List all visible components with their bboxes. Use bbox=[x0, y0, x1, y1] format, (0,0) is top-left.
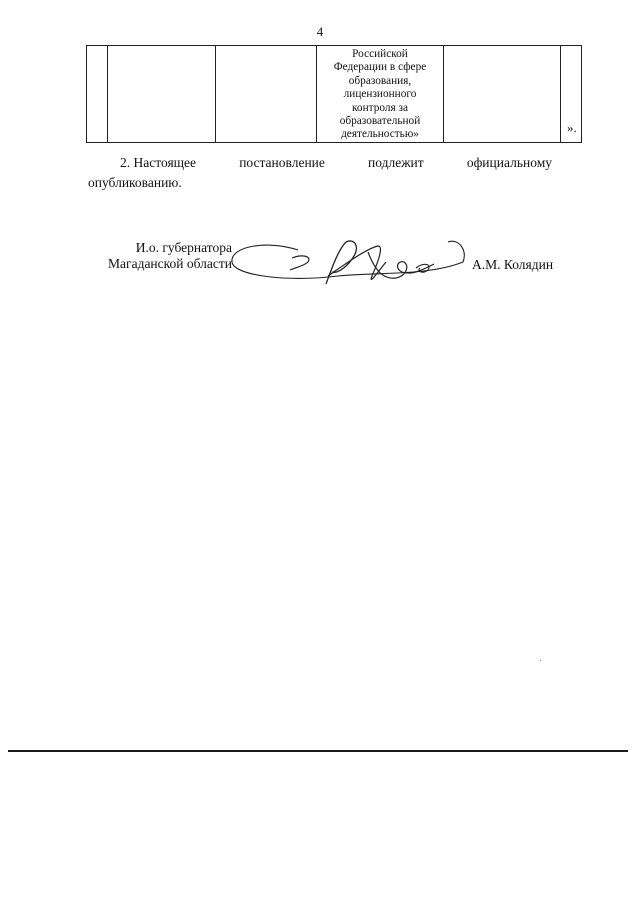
scan-speck bbox=[540, 660, 541, 661]
signatory-name: А.М. Колядин bbox=[472, 257, 554, 272]
paragraph-word: постановление bbox=[239, 155, 325, 170]
cell-text-line: образования, bbox=[348, 74, 412, 87]
paragraph-line-1 bbox=[88, 154, 552, 172]
cell-text-line: лицензионного bbox=[343, 88, 417, 101]
table-cell-3 bbox=[216, 46, 317, 143]
handwritten-signature bbox=[228, 232, 468, 292]
paragraph-word: подлежит bbox=[368, 155, 424, 170]
cell-text-line: контроля за bbox=[352, 101, 408, 114]
signatory-title bbox=[92, 240, 232, 272]
table-cell-authority-text bbox=[317, 46, 444, 143]
paragraph-word: официальному bbox=[466, 155, 552, 170]
cell-text-line: образовательной bbox=[339, 115, 421, 128]
closing-quote: ». bbox=[567, 120, 577, 135]
cell-text-line: деятельностью» bbox=[341, 128, 419, 141]
table-cell-1 bbox=[87, 46, 108, 143]
continuation-table bbox=[86, 45, 582, 143]
bottom-rule bbox=[8, 750, 628, 752]
paragraph-word: 2. Настоящее bbox=[120, 155, 197, 170]
page-number: 4 bbox=[316, 24, 324, 39]
table-cell-2 bbox=[108, 46, 216, 143]
paragraph-line-2: опубликованию. bbox=[88, 175, 182, 190]
signatory-title-line-2: Магаданской области bbox=[108, 256, 232, 271]
cell-text-line: Федерации в сфере bbox=[333, 61, 427, 74]
cell-text-line: Российской bbox=[352, 48, 408, 60]
table-row bbox=[87, 46, 582, 143]
signatory-title-line-1: И.о. губернатора bbox=[135, 240, 232, 255]
table-cell-5 bbox=[444, 46, 561, 143]
